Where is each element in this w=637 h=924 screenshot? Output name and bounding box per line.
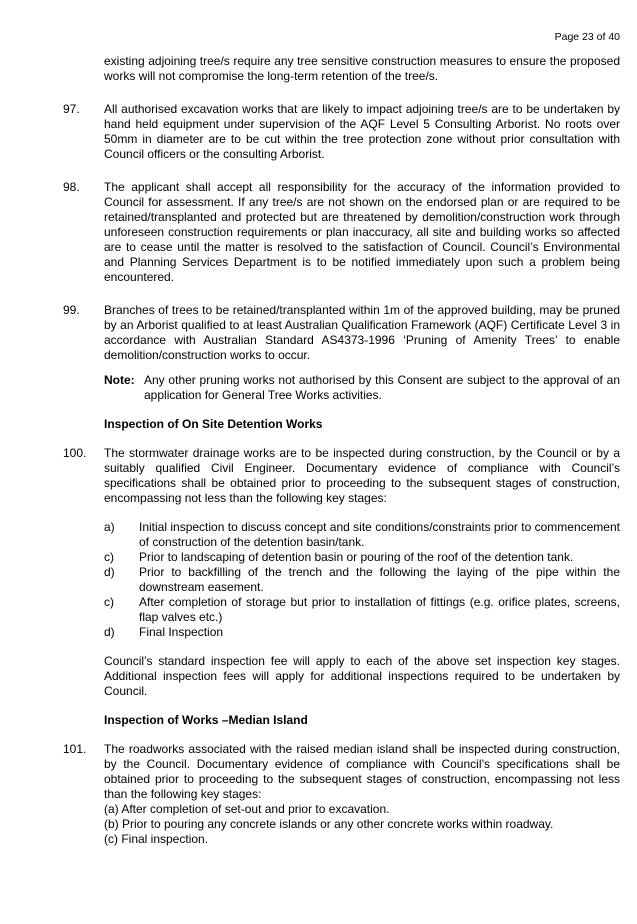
condition-number: 99. — [63, 303, 80, 317]
condition-text: Branches of trees to be retained/transplanted within 1m of the approved building, may be pruned by an Arborist qualified to at least Australian Qualification Framework (AQF) Certificate Level 3 in accordance with Australian Standard AS4373-1996 ‘Pruning of Amenity Trees’ to enable demolition/construction works to occur. — [104, 303, 620, 362]
list-item — [104, 520, 620, 550]
list-item-text: Final Inspection — [139, 625, 224, 639]
condition-number: 100. — [63, 446, 87, 460]
condition-number: 101. — [63, 742, 87, 756]
list-item-text: Initial inspection to discuss concept and site conditions/constraints prior to commencement of construction of the detention basin/tank. — [139, 520, 620, 549]
list-item: (b) Prior to pouring any concrete islands or any other concrete works within roadway. — [104, 817, 554, 831]
page-number: Page 23 of 40 — [554, 31, 620, 43]
list-item — [104, 625, 620, 640]
inspection-fee-note: Council’s standard inspection fee will apply to each of the above set inspection key stages. Additional inspection fees will apply for additional inspections required to be undertaken by Council. — [104, 654, 620, 698]
continued-paragraph: existing adjoining tree/s require any tree sensitive construction measures to ensure the proposed works will not compromise the long-term retention of the tree/s. — [104, 54, 620, 83]
list-item-letter: d) — [104, 565, 115, 579]
list-item-text: After completion of storage but prior to installation of fittings (e.g. orifice plates, screens, flap valves etc.) — [139, 595, 620, 624]
condition-text: All authorised excavation works that are likely to impact adjoining tree/s are to be undertaken by hand held equipment under supervision of the AQF Level 5 Consulting Arborist. No roots over 50mm in diameter are to be cut within the tree protection zone without prior consultation with Council officers or the consulting Arborist. — [104, 102, 620, 161]
list-item — [104, 595, 620, 625]
list-item-letter: a) — [104, 520, 115, 534]
condition-paragraph: The roadworks associated with the raised median island shall be inspected during construction, by the Council. Documentary evidence of compliance with Council’s specifications shall be obtained prior to proceeding to the subsequent stages of construction, encompassing not less than the following key stages: — [104, 742, 620, 801]
condition-101 — [63, 742, 620, 847]
section-heading-osd: Inspection of On Site Detention Works — [104, 417, 323, 431]
condition-number: 97. — [63, 102, 80, 116]
pruning-note — [104, 373, 620, 403]
list-item-letter: d) — [104, 625, 115, 639]
list-item — [104, 550, 620, 565]
condition-text: The applicant shall accept all responsibility for the accuracy of the information provided to Council for assessment. If any tree/s are not shown on the endorsed plan or are required to be retained/transplanted and protected but are threatened by demolition/construction work through unforeseen construction requirements or plan inaccuracy, all site and building works so affected are to cease until the matter is resolved to the satisfaction of Council. Council’s Environmental and Planning Services Department is to be notified immediately upon such a problem being encountered. — [104, 180, 620, 284]
condition-text: The stormwater drainage works are to be inspected during construction, by the Council or by a suitably qualified Civil Engineer. Documentary evidence of compliance with Council’s specifications shall be obtained prior to proceeding to the subsequent stages of construction, encompassing not less than the following key stages: — [104, 446, 620, 505]
note-label: Note: — [104, 373, 135, 387]
page-content — [63, 54, 620, 847]
list-item-text: Prior to landscaping of detention basin or pouring of the roof of the detention tank. — [139, 550, 574, 564]
condition-number: 98. — [63, 180, 80, 194]
note-text: Any other pruning works not authorised by this Consent are subject to the approval of an application for General Tree Works activities. — [144, 373, 620, 402]
list-item: (a) After completion of set-out and prior to excavation. — [104, 802, 390, 816]
condition-99 — [63, 303, 620, 363]
condition-text — [104, 742, 620, 847]
list-item: (c) Final inspection. — [104, 832, 209, 846]
condition-98 — [63, 180, 620, 285]
list-item-letter: c) — [104, 595, 114, 609]
section-heading-median: Inspection of Works –Median Island — [104, 713, 308, 727]
list-item-text: Prior to backfilling of the trench and the following the laying of the pipe within the downstream easement. — [139, 565, 620, 594]
median-stage-list — [104, 802, 620, 847]
osd-stage-list — [104, 520, 620, 640]
list-item-letter: c) — [104, 550, 114, 564]
condition-97 — [63, 102, 620, 162]
list-item — [104, 565, 620, 595]
condition-100 — [63, 446, 620, 506]
